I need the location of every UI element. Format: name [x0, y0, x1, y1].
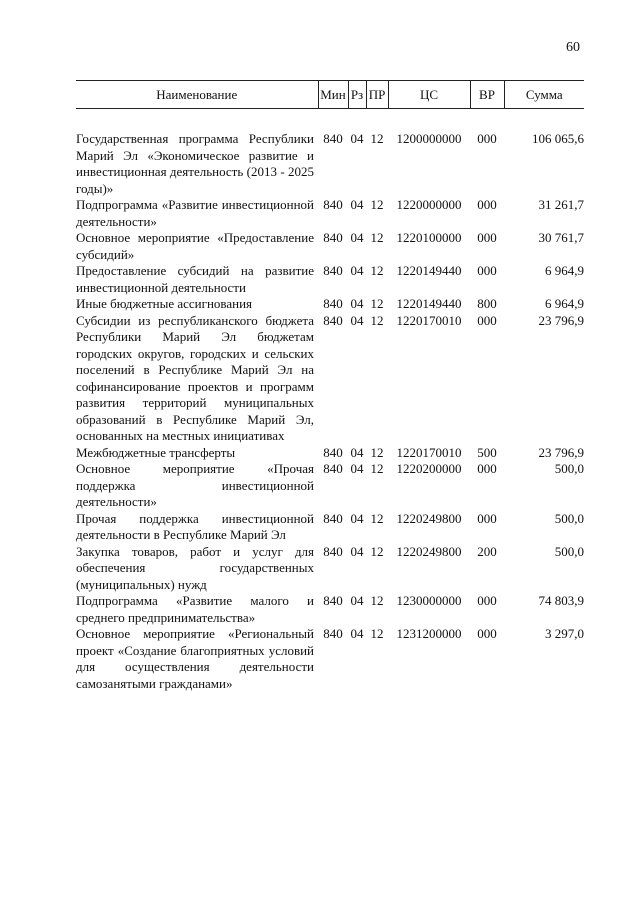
cell-rz: 04 [350, 444, 364, 460]
cell-sum: 30 761,7 [538, 230, 584, 245]
cell-cs: 1220170010 [396, 312, 462, 328]
cell-rz: 04 [350, 296, 364, 311]
cell-cs: 1220100000 [396, 230, 462, 245]
cell-cs: 1230000000 [396, 593, 462, 608]
cell-name: Государственная программа Республики Марий Эл «Экономическое развитие и инвестиционная деятельность (2013 - 2025 годы)» [76, 131, 314, 196]
cell-rz: 04 [350, 593, 364, 608]
cell-rz: 04 [350, 312, 364, 328]
cell-min: 840 [323, 444, 343, 460]
cell-min: 840 [323, 510, 343, 526]
cell-min: 840 [323, 296, 343, 311]
cell-name: Закупка товаров, работ и услуг для обеспечения государственных (муниципальных) нужд [76, 543, 314, 592]
cell-vr: 000 [477, 230, 497, 245]
cell-vr: 000 [477, 263, 497, 278]
cell-sum: 500,0 [554, 543, 584, 559]
cell-sum: 6 964,9 [545, 296, 584, 311]
page-number: 60 [566, 40, 580, 55]
cell-cs: 1220200000 [396, 461, 462, 476]
cell-vr: 000 [477, 197, 497, 212]
cell-cs: 1220249800 [396, 510, 462, 526]
cell-name: Прочая поддержка инвестиционной деятельности в Республике Марий Эл [76, 510, 314, 542]
cell-vr: 000 [477, 593, 497, 608]
cell-sum: 3 297,0 [545, 626, 584, 641]
cell-rz: 04 [350, 461, 364, 476]
table-row [76, 230, 584, 263]
cell-vr: 500 [477, 444, 497, 460]
table-row [76, 197, 584, 230]
cell-pr: 12 [370, 626, 384, 641]
cell-min: 840 [323, 263, 343, 278]
cell-sum: 106 065,6 [532, 131, 584, 146]
cell-min: 840 [323, 461, 343, 476]
cell-rz: 04 [350, 543, 364, 559]
table-row [76, 296, 584, 313]
cell-vr: 000 [477, 312, 497, 328]
cell-cs: 1220000000 [396, 197, 462, 212]
cell-sum: 23 796,9 [538, 312, 584, 328]
cell-pr: 12 [370, 263, 384, 278]
cell-pr: 12 [370, 197, 384, 212]
cell-min: 840 [323, 543, 343, 559]
table-row [76, 544, 584, 594]
header-min: Мин [318, 81, 348, 109]
table-row [76, 461, 584, 511]
cell-pr: 12 [370, 461, 384, 476]
cell-min: 840 [323, 626, 343, 641]
cell-min: 840 [323, 593, 343, 608]
budget-table [76, 80, 584, 692]
cell-vr: 000 [477, 510, 497, 526]
header-sum: Сумма [504, 81, 584, 109]
table-body [76, 109, 584, 693]
cell-rz: 04 [350, 626, 364, 641]
table-row [76, 511, 584, 544]
cell-sum: 500,0 [554, 461, 584, 476]
table-row [76, 626, 584, 692]
cell-name: Межбюджетные трансферты [76, 444, 236, 460]
cell-name: Субсидии из республиканского бюджета Республики Марий Эл бюджетам городских округов, городских и сельских поселений в Республике Марий Эл на софинансирование проектов и программ развития территорий муниципальных образований в Республике Марий Эл, основанных на местных инициативах [76, 312, 314, 443]
cell-rz: 04 [350, 131, 364, 146]
cell-min: 840 [323, 312, 343, 328]
header-cs: ЦС [388, 81, 470, 109]
header-rz: Рз [348, 81, 366, 109]
cell-min: 840 [323, 197, 343, 212]
table-header-row [76, 81, 584, 109]
table-row [76, 445, 584, 462]
cell-pr: 12 [370, 444, 384, 460]
cell-vr: 000 [477, 461, 497, 476]
cell-sum: 500,0 [554, 510, 584, 526]
cell-vr: 000 [477, 626, 497, 641]
table-row [76, 263, 584, 296]
cell-cs: 1220149440 [396, 263, 462, 278]
cell-pr: 12 [370, 312, 384, 328]
cell-cs: 1220249800 [396, 543, 462, 559]
table-row [76, 313, 584, 445]
cell-min: 840 [323, 131, 343, 146]
cell-pr: 12 [370, 296, 384, 311]
header-name: Наименование [76, 81, 318, 109]
cell-name: Основное мероприятие «Региональный проект «Создание благоприятных условий для осуществления деятельности самозанятыми гражданами» [76, 626, 314, 691]
cell-pr: 12 [370, 593, 384, 608]
table-row [76, 593, 584, 626]
cell-vr: 200 [477, 543, 497, 559]
cell-vr: 800 [477, 296, 497, 311]
cell-cs: 1220170010 [396, 444, 462, 460]
cell-sum: 6 964,9 [545, 263, 584, 278]
cell-pr: 12 [370, 543, 384, 559]
cell-name: Иные бюджетные ассигнования [76, 296, 253, 311]
header-vr: ВР [470, 81, 504, 109]
cell-sum: 74 803,9 [538, 593, 584, 608]
cell-vr: 000 [477, 131, 497, 146]
cell-rz: 04 [350, 197, 364, 212]
cell-sum: 23 796,9 [538, 444, 584, 460]
cell-rz: 04 [350, 263, 364, 278]
cell-sum: 31 261,7 [538, 197, 584, 212]
cell-name: Подпрограмма «Развитие инвестиционной деятельности» [76, 197, 314, 229]
cell-rz: 04 [350, 510, 364, 526]
cell-cs: 1231200000 [396, 626, 462, 641]
cell-pr: 12 [370, 230, 384, 245]
cell-name: Предоставление субсидий на развитие инвестиционной деятельности [76, 263, 314, 295]
cell-name: Основное мероприятие «Предоставление субсидий» [76, 230, 314, 262]
cell-name: Подпрограмма «Развитие малого и среднего предпринимательства» [76, 593, 314, 625]
cell-min: 840 [323, 230, 343, 245]
header-pr: ПР [366, 81, 388, 109]
header-spacer [76, 109, 584, 132]
cell-pr: 12 [370, 131, 384, 146]
cell-name: Основное мероприятие «Прочая поддержка инвестиционной деятельности» [76, 461, 314, 509]
cell-rz: 04 [350, 230, 364, 245]
cell-pr: 12 [370, 510, 384, 526]
cell-cs: 1200000000 [396, 131, 462, 146]
cell-cs: 1220149440 [396, 296, 462, 311]
table-row [76, 131, 584, 197]
